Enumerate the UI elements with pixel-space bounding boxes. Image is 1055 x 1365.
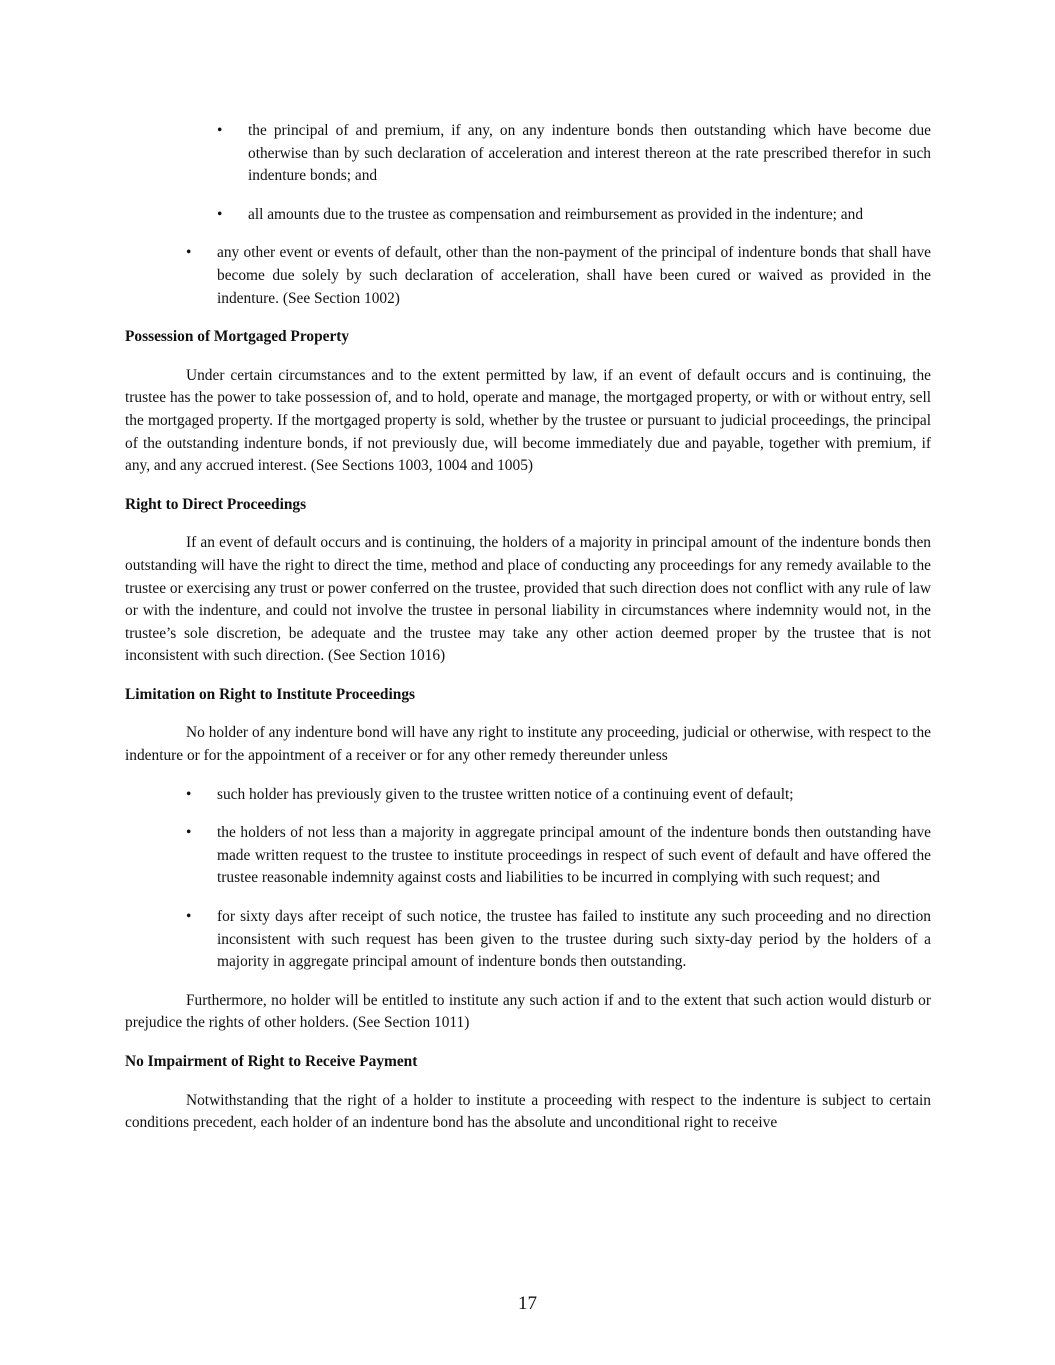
paragraph-possession: Under certain circumstances and to the extent permitted by law, if an event of default occurs and is continuing, the trustee has the power to take possession of, and to hold, operate and manage, the mortgaged property, or with or without entry, sell the mortgaged property. If the mortgaged property is sold, whether by the trustee or pursuant to judicial proceedings, the principal of the outstanding indenture bonds, if not previously due, will become immediately due and payable, together with premium, if any, and any accrued interest. (See Sections 1003, 1004 and 1005)	[125, 366, 931, 475]
section-heading-direct-proceedings: Right to Direct Proceedings	[125, 495, 307, 513]
bullet-text: for sixty days after receipt of such notice, the trustee has failed to institute any such proceeding and no direction inconsistent with such request has been given to the trustee during such sixty-day period by the holders of a majority in aggregate principal amount of indenture bonds then outstanding.	[217, 908, 931, 971]
bullet-marker: •	[217, 122, 223, 139]
sub-bullet-item	[217, 120, 931, 188]
paragraph-impairment: Notwithstanding that the right of a holder to institute a proceeding with respect to the indenture is subject to certain conditions precedent, each holder of an indenture bond has the absolute and unconditional right to receive	[125, 1091, 931, 1132]
section-heading-limitation: Limitation on Right to Institute Proceedings	[125, 685, 416, 703]
sub-bullet-text: the principal of and premium, if any, on any indenture bonds then outstanding which have become due otherwise than by such declaration of acceleration and interest thereon at the rate prescribed therefor in such indenture bonds; and	[248, 122, 931, 185]
bullet-text: the holders of not less than a majority in aggregate principal amount of the indenture bonds then outstanding have made written request to the trustee to institute proceedings in respect of such event of default and have offered the trustee reasonable indemnity against costs and liabilities to be incurred in complying with such request; and	[217, 824, 931, 887]
bullet-text: such holder has previously given to the trustee written notice of a continuing event of default;	[217, 785, 794, 803]
sub-bullet-item	[217, 204, 931, 227]
section-heading-impairment: No Impairment of Right to Receive Payment	[125, 1053, 418, 1070]
bullet-marker: •	[186, 908, 192, 926]
bullet-item	[186, 906, 931, 974]
bullet-text: any other event or events of default, other than the non-payment of the principal of indenture bonds that shall have become due solely by such declaration of acceleration, shall have been cured or waived as provided in the indenture. (See Section 1002)	[217, 244, 931, 307]
paragraph-limitation-closing: Furthermore, no holder will be entitled to institute any such action if and to the extent that such action would disturb or prejudice the rights of other holders. (See Section 1011)	[125, 991, 931, 1032]
sub-bullet-text: all amounts due to the trustee as compensation and reimbursement as provided in the indenture; and	[248, 205, 864, 223]
bullet-item	[186, 242, 931, 310]
paragraph-direct-proceedings: If an event of default occurs and is continuing, the holders of a majority in principal amount of the indenture bonds then outstanding will have the right to direct the time, method and place of conducting any proceedings for any remedy available to the trustee or exercising any trust or power conferred on the trustee, provided that such direction does not conflict with any rule of law or with the indenture, and could not involve the trustee in personal liability in circumstances where indemnity would not, in the trustee’s sole discretion, be adequate and the trustee may take any other action deemed proper by the trustee that is not inconsistent with such direction. (See Section 1016)	[125, 534, 931, 665]
bullet-marker: •	[186, 824, 192, 842]
bullet-marker: •	[217, 205, 223, 223]
page-number: 17	[518, 1293, 537, 1314]
bullet-marker: •	[186, 244, 192, 262]
bullet-marker: •	[186, 785, 192, 803]
bullet-item	[186, 822, 931, 890]
bullet-item	[186, 784, 931, 807]
section-heading-possession: Possession of Mortgaged Property	[125, 328, 350, 346]
paragraph-limitation-intro: No holder of any indenture bond will have any right to institute any proceeding, judicial or otherwise, with respect to the indenture or for the appointment of a receiver or for any other remedy thereunder unless	[125, 724, 931, 765]
document-page	[125, 120, 931, 1135]
